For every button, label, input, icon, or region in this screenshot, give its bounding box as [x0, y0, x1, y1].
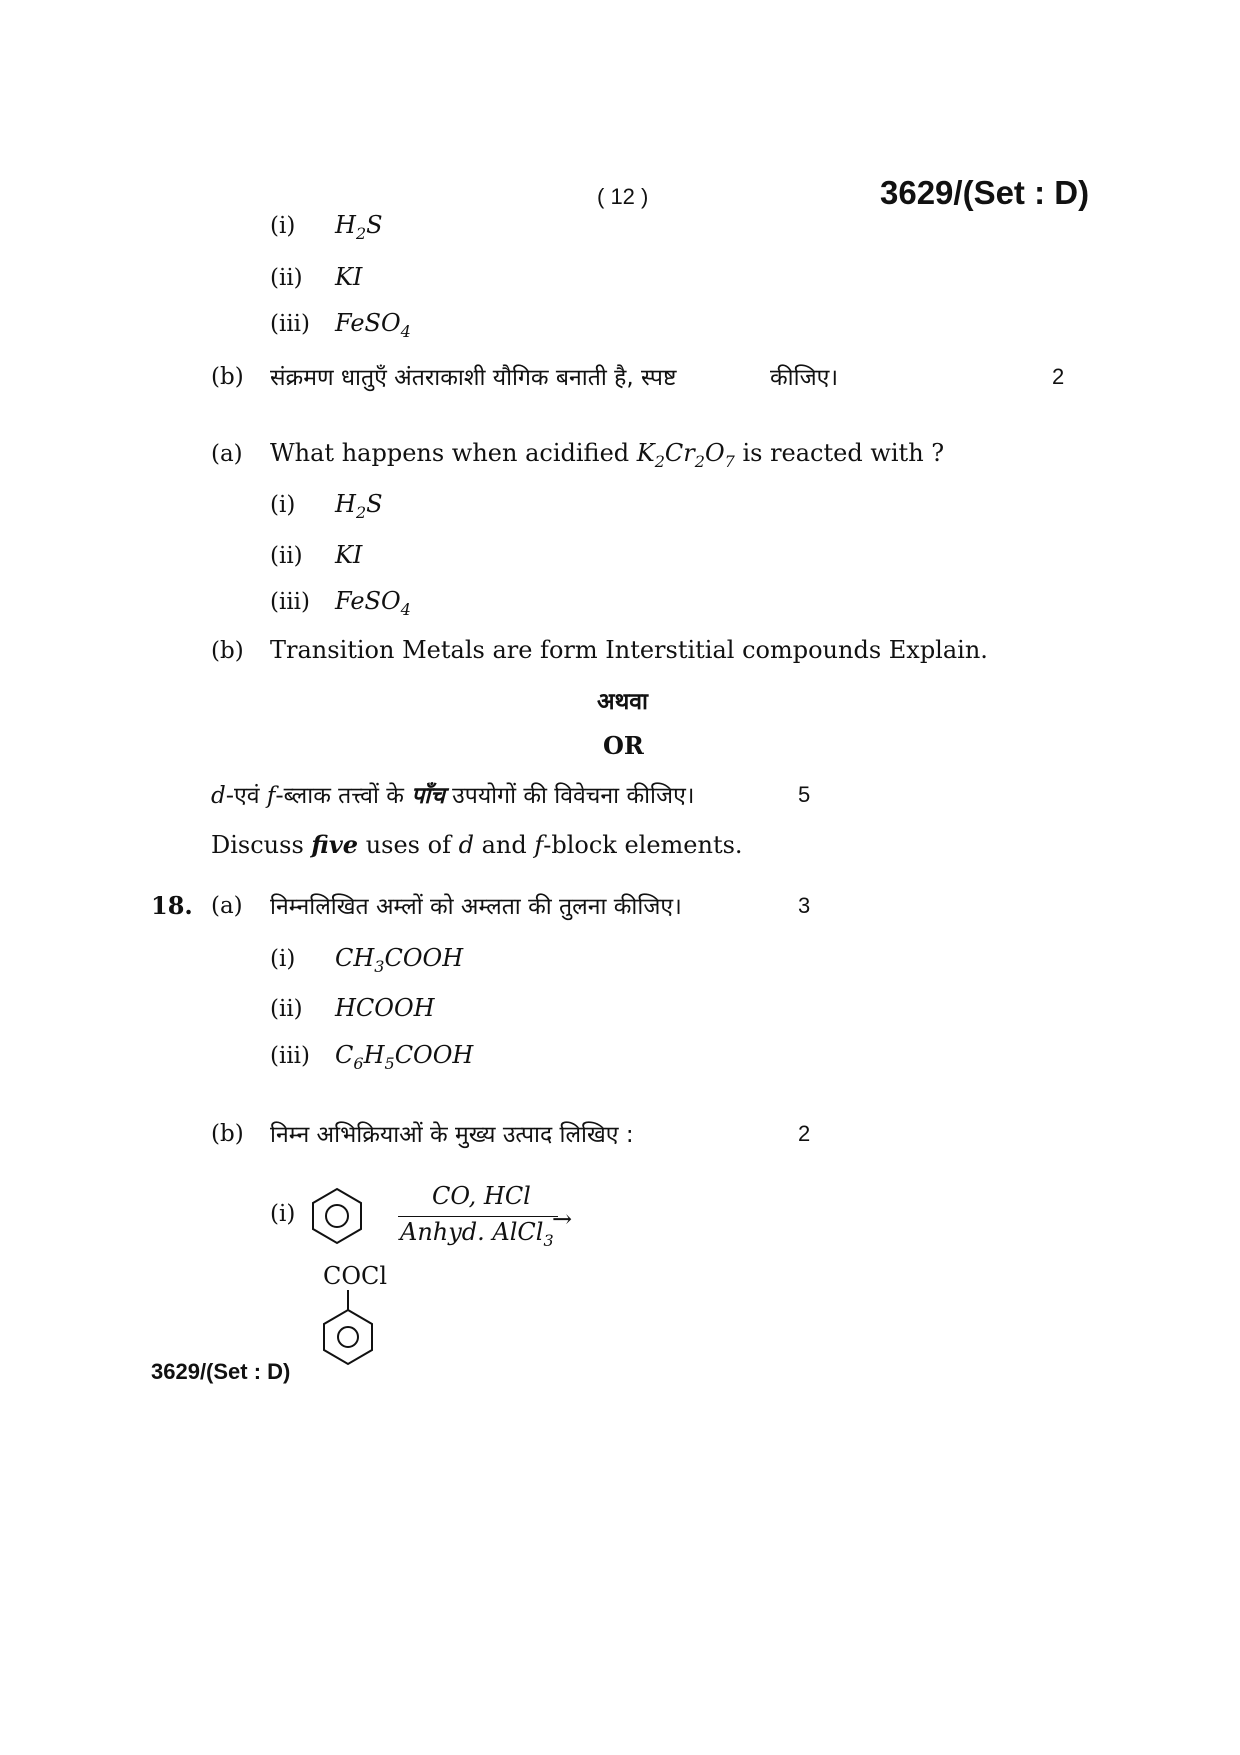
q18a-marks: 3: [798, 893, 811, 918]
q17a-en-label: (a): [211, 441, 243, 467]
q18a-item-2-formula: HCOOH: [335, 994, 435, 1022]
reaction-label: (i): [270, 1201, 296, 1227]
product-benzene-ring-icon: [318, 1290, 378, 1372]
or-question-marks: 5: [798, 782, 811, 807]
q18b-marks: 2: [798, 1121, 811, 1146]
q18a-text: निम्नलिखित अम्लों को अम्लता की तुलना कीजिए।: [270, 894, 682, 920]
en-item-2-formula: KI: [335, 541, 363, 569]
q18a-item-2-label: (ii): [270, 996, 303, 1022]
q17b-marks: 2: [1052, 364, 1065, 389]
paper-code: 3629/(Set : D): [880, 174, 1090, 211]
q17b-en-text: Transition Metals are form Interstitial compounds Explain.: [270, 636, 988, 664]
or-question-hi: d-एवं f-ब्लाक तत्त्वों के पाँच उपयोगों की विवेचना कीजिए।: [211, 783, 695, 809]
footer-paper-code: 3629/(Set : D): [151, 1359, 291, 1384]
top-item-3-label: (iii): [270, 311, 311, 337]
page-number: ( 12 ): [597, 184, 649, 209]
top-item-2-formula: KI: [335, 263, 363, 291]
q18a-item-3-formula: $C_6H_5COOH$: [335, 1041, 474, 1073]
en-item-2-label: (ii): [270, 543, 303, 569]
q18a-item-1-label: (i): [270, 946, 296, 972]
or-question-en: Discuss five uses of d and f-block elements.: [211, 830, 743, 859]
q18a-item-1-formula: $CH_3COOH$: [335, 944, 464, 976]
benzene-ring-icon: [307, 1184, 367, 1248]
q18a-item-3-label: (iii): [270, 1043, 311, 1069]
top-item-1-formula: $H_2S$: [335, 211, 383, 243]
en-item-3-label: (iii): [270, 589, 311, 615]
question-number-18: 18.: [151, 891, 193, 920]
q17b-hi-text: संक्रमण धातुएँ अंतराकाशी यौगिक बनाती है, स्पष्ट: [270, 365, 677, 391]
product-substituent: COCl: [323, 1262, 388, 1290]
top-item-1-label: (i): [270, 213, 296, 239]
top-item-3-formula: FeSO$_4$: [335, 309, 411, 341]
q18a-label: (a): [211, 893, 243, 919]
en-item-1-label: (i): [270, 492, 296, 518]
q17a-en-text: What happens when acidified $K_2Cr_2O_7$ is reacted with ?: [270, 439, 945, 471]
top-item-2-label: (ii): [270, 265, 303, 291]
q18b-label: (b): [211, 1121, 244, 1147]
reaction-line: [398, 1216, 558, 1217]
q17b-hi-text-end: कीजिए।: [770, 365, 839, 391]
reaction-arrow-icon: →: [552, 1205, 573, 1233]
en-item-3-formula: FeSO$_4$: [335, 587, 411, 619]
or-english: OR: [603, 731, 644, 760]
q17b-en-label: (b): [211, 638, 244, 664]
en-item-1-formula: $H_2S$: [335, 490, 383, 522]
q18b-text: निम्न अभिक्रियाओं के मुख्य उत्पाद लिखिए :: [270, 1122, 634, 1148]
reagent-top: CO, HCl: [432, 1182, 531, 1210]
reagent-bottom: Anhyd. AlCl$_3$: [400, 1218, 554, 1250]
q17b-hi-label: (b): [211, 364, 244, 390]
or-hindi: अथवा: [597, 689, 649, 715]
